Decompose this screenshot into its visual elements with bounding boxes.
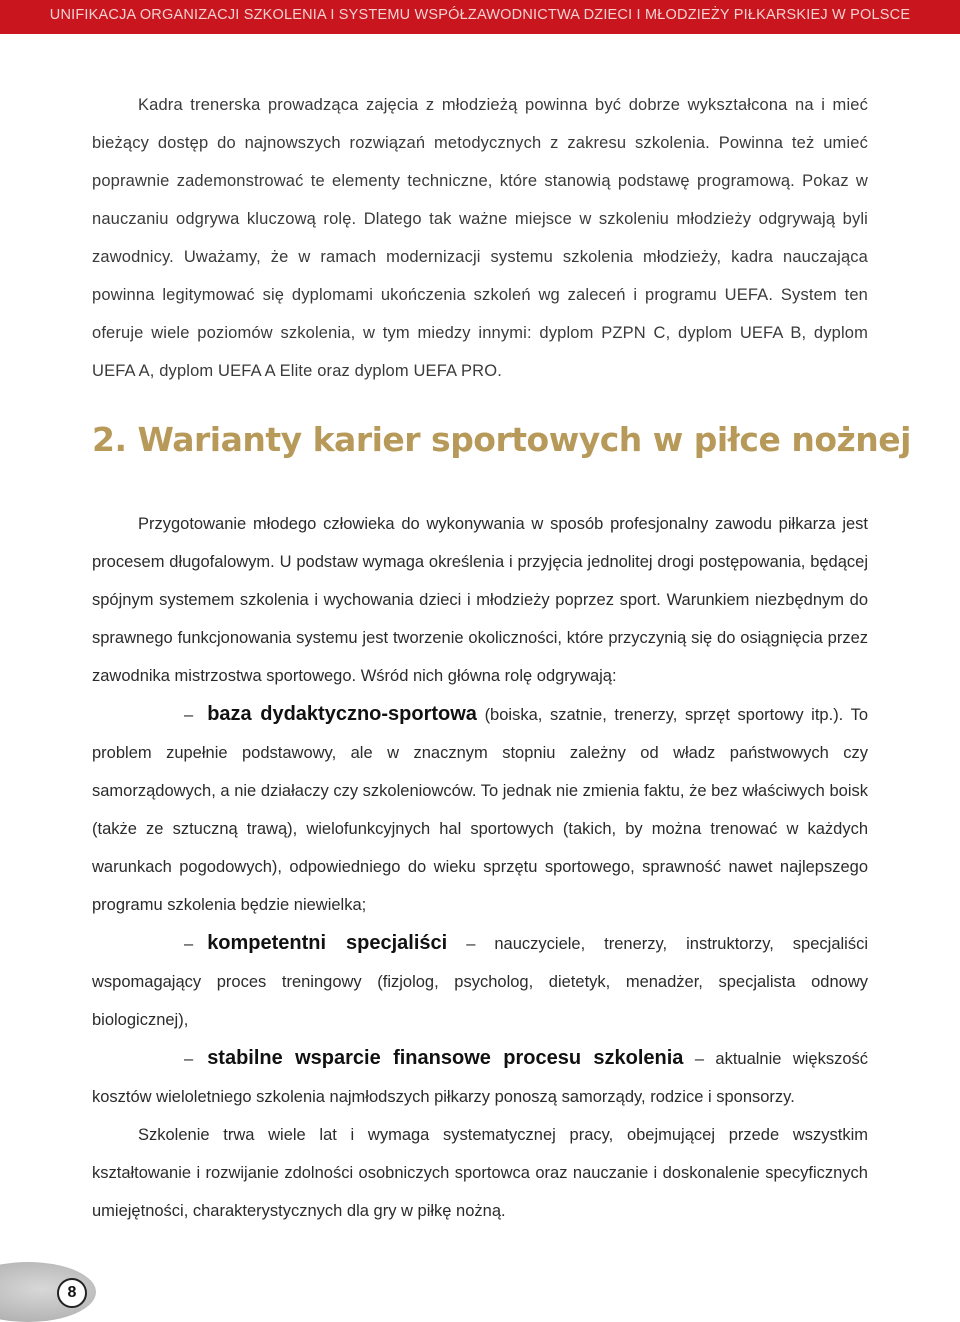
- header-bar: [0, 0, 960, 34]
- page-number: 8: [57, 1278, 87, 1308]
- section-p1-text: Przygotowanie młodego człowieka do wykonywania w sposób profesjonalny zawodu piłkarza jest procesem długofalowym. U podstaw wymaga określenia i przyjęcia jednolitej drogi postępowania, będącej spójnym systemem szkolenia i wychowania dzieci i młodzieży poprzez sport.: [92, 515, 868, 609]
- section-p2-text: Warunkiem niezbędnym do sprawnego funkcjonowania systemu jest tworzenie okoliczności, które przyczynią się do osiągnięcia przez zawodnika mistrzostwa sportowego. Wśród nich główna rolę odgrywają:: [92, 591, 868, 685]
- bullet-term: baza dydaktyczno-sportowa: [207, 703, 477, 725]
- bullet-item: [92, 695, 868, 924]
- bullet-dash: –: [184, 1050, 194, 1068]
- bullet-dash: –: [184, 706, 194, 724]
- section-paragraph-1: [92, 505, 868, 695]
- bullet-item: [92, 924, 868, 1039]
- intro-p2-text: Uważamy, że w ramach modernizacji systemu szkolenia młodzieży, kadra nauczająca powinna legitymować się dyplomami ukończenia szkoleń wg zaleceń i programu UEFA. System ten oferuje wiele poziomów szkolenia, w tym miedzy innymi: dyplom PZPN C, dyplom UEFA B, dyplom UEFA A, dyplom UEFA A Elite oraz dyplom UEFA PRO.: [92, 248, 869, 380]
- section-heading: 2. Warianty karier sportowych w piłce nożnej: [92, 420, 911, 459]
- intro-text: [92, 86, 868, 390]
- bullet-item: [92, 1039, 868, 1116]
- section-body: [92, 505, 868, 1230]
- bullet-term: kompetentni specjaliści: [207, 932, 448, 954]
- closing-text: Szkolenie trwa wiele lat i wymaga systematycznej pracy, obejmującej przede wszystkim kształtowanie i rozwijanie zdolności osobniczych sportowca oraz nauczanie i doskonalenie specyficznych umiejętności, charakterystycznych dla gry w piłkę nożną.: [92, 1126, 868, 1220]
- intro-paragraph-1: [92, 86, 868, 390]
- bullet-text: – aktualnie większość kosztów wieloletniego szkolenia najmłodszych piłkarzy ponoszą samorządy, rodzice i sponsorzy.: [92, 1050, 869, 1106]
- running-header: UNIFIKACJA ORGANIZACJI SZKOLENIA I SYSTEMU WSPÓŁZAWODNICTWA DZIECI I MŁODZIEŻY PIŁKARSKIEJ W POLSCE: [49, 7, 911, 23]
- intro-p1-text: Kadra trenerska prowadząca zajęcia z młodzieżą powinna być dobrze wykształcona na i mieć bieżący dostęp do najnowszych rozwiązań metodycznych z zakresu szkolenia. Powinna też umieć poprawnie zademonstrować te elementy techniczne, które stanowią podstawę programową. Pokaz w nauczaniu odgrywa kluczową rolę. Dlatego tak ważne miejsce w szkoleniu młodzieży odgrywają byli zawodnicy.: [92, 96, 868, 266]
- bullet-text: – nauczyciele, trenerzy, instruktorzy, specjaliści wspomagający proces treningowy (fizjolog, psycholog, dietetyk, menadżer, specjalista odnowy biologicznej),: [92, 935, 868, 1029]
- bullet-text: (boiska, szatnie, trenerzy, sprzęt sportowy itp.). To problem zupełnie podstawowy, ale w znacznym stopniu zależny od władz państwowych czy samorządowych, a nie działaczy czy szkoleniowców. To jednak nie zmienia faktu, że bez właściwych boisk (także ze sztuczną trawą), wielofunkcyjnych hal sportowych (takich, by można trenować w każdych warunkach pogodowych), odpowiedniego do wieku sprzętu sportowego, sprawność nawet najlepszego programu szkolenia będzie niewielka;: [92, 706, 869, 914]
- bullet-dash: –: [184, 935, 194, 953]
- bullet-term: stabilne wsparcie finansowe procesu szkolenia: [207, 1047, 684, 1069]
- closing-paragraph: [92, 1116, 868, 1230]
